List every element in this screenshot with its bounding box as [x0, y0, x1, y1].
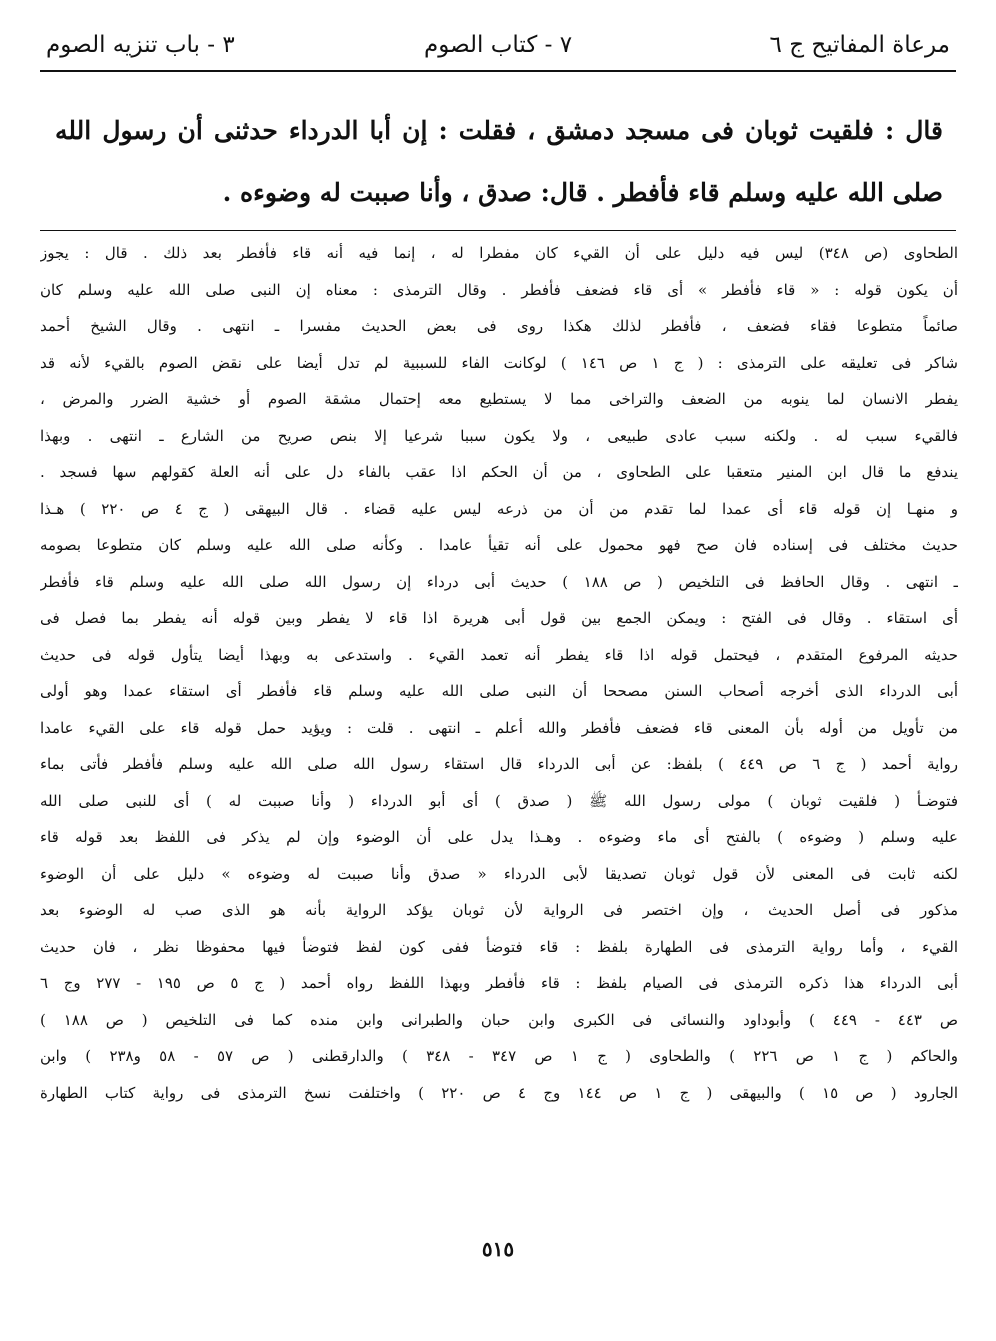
- commentary-line: و منهـا إن قوله قاء أى عمدا لما تقدم من أن من ذرعه ليس عليه قضاء . قال البيهقى ( ج ٤ ص ٢٢٠ ) هـذا: [40, 499, 958, 518]
- commentary-line: ص ٤٤٣ - ٤٤٩ ) وأبوداود والنسائى فى الكبرى وابن حبان والطبرانى وابن منده كما فى التلخيص ( ص ١٨٨ ): [40, 1010, 958, 1029]
- commentary-line: فتوضـأ ( فلقيت ثوبان ) مولى رسول الله ﷺ ( صدق ) أى أبو الدرداء ( وأنا صببت له ) أى للنبى صلى الله: [40, 791, 958, 810]
- commentary-line: مذكور فى أصل الحديث ، وإن اختصر فى الرواية لأن ثوبان يؤكد الرواية بأنه هو الذى صب له الوضوء بعد: [40, 901, 958, 919]
- commentary-line: أبى الدرداء هذا ذكره الترمذى فى الصيام بلفظ : قاء فأفطر وبهذا اللفظ رواه أحمد ( ج ٥ ص ١٩٥ - ٢٧٧ وج ٦: [40, 974, 958, 992]
- commentary-line: رواية أحمد ( ج ٦ ص ٤٤٩ ) بلفظ: عن أبى الدرداء قال استقاء رسول الله صلى الله عليه وسلم فأفطر فأتى بماء: [40, 755, 958, 773]
- commentary-line: الجارود ( ص ١٥ ) والبيهقى ( ج ١ ص ١٤٤ وج ٤ ص ٢٢٠ ) واختلفت نسخ الترمذى فى رواية كتاب الطهارة: [40, 1083, 958, 1102]
- commentary-line: أبى الدرداء الذى أخرجه أصحاب السنن مصححا أن النبى صلى الله عليه وسلم قاء فأفطر أى استقاء عمدا وهو أولى: [40, 682, 958, 700]
- header-section: ٣ - باب تنزيه الصوم: [46, 32, 235, 58]
- page-number: ٥١٥: [481, 1237, 515, 1261]
- commentary-block: [40, 235, 958, 1111]
- commentary-line: يفطر الانسان لما ينوبه من الضعف والتراخى مما لا يستطيع معه إحتمال مشقة الصوم أو خشية الضرر والمرض ،: [40, 390, 958, 408]
- commentary-line: القيء ، وأما رواية الترمذى فى الطهارة بلفظ : قاء فتوضأ ففى كون لفظ فتوضأ فيها محفوظا نظر ، فان حديث: [40, 937, 958, 956]
- header-book-title: مرعاة المفاتيح ج ٦: [769, 32, 950, 58]
- hadith-text: قال : فلقيت ثوبان فى مسجد دمشق ، فقلت : إن أبا الدرداء حدثنى أن رسول الله صلى الله عليه وسلم قاء فأفطر . قال: صدق ، وأنا صببت له وضوءه .: [55, 116, 943, 207]
- commentary-line: أن يكون قوله : « قاء فأفطر » أى قاء فضعف فأفطر . وقال الترمذى : معناه إن النبى صلى الله عليه وسلم كان: [40, 280, 958, 299]
- commentary-line: لكنه ثابت فى المعنى لأن قول ثوبان تصديقا لأبى الدرداء « صدق وأنا صببت له وضوءه » دليل على أن الوضوء: [40, 864, 958, 883]
- commentary-line: عليه وسلم ( وضوءه ) بالفتح أى ماء وضوءه . وهـذا يدل على أن الوضوء وإن لم يذكر فى اللفظ بعد قوله قاء: [40, 828, 958, 846]
- commentary-line: حديث مختلف فى إسناده فان صح فهو محمول على أنه تقيأ عامدا . وكأنه صلى الله عليه وسلم كان متطوعا بصومه: [40, 536, 958, 554]
- commentary-line: شاكر فى تعليقه على الترمذى : ( ج ١ ص ١٤٦ ) لوكانت الفاء للسببية لم تدل أيضا على نقض الصوم بالقيء لأنه قد: [40, 353, 958, 372]
- commentary-line: حديثه المرفوع المتقدم ، فيحتمل قوله اذا قاء يفطر أنه تعمد القيء . واستدعى به وبهذا أيضا يتأول قوله فى حديث: [40, 645, 958, 664]
- commentary-line: فالقيء سبب له . ولكنه سبب عادى طبيعى ، ولا يكون سببا شرعيا إلا بنص صريح من الشارع ـ انتهى . وبهذا: [40, 426, 958, 445]
- commentary-line: أى استقاء . وقال فى الفتح : ويمكن الجمع بين قول أبى هريرة اذا قاء لا يفطر وبين قوله أنه يفطر بما فصل فى: [40, 609, 958, 627]
- running-header: [40, 22, 956, 72]
- commentary-line: صائماً متطوعا فقاء فضعف ، فأفطر لذلك هكذا روى فى بعض الحديث مفسرا ـ انتهى . وقال الشيخ أحمد: [40, 317, 958, 335]
- commentary-line: يندفع ما قال ابن المنير متعقبا على الطحاوى ، من أن الحكم اذا عقب بالفاء دل على أنه العلة كقولهم سها فسجد .: [40, 463, 958, 481]
- commentary-line: ـ انتهى . وقال الحافظ فى التلخيص ( ص ١٨٨ ) حديث أبى درداء إن رسول الله صلى الله عليه وسلم قاء فأفطر: [40, 572, 958, 591]
- commentary-line: من تأويل من أوله بأن المعنى قاء فضعف فأفطر والله أعلم ـ انتهى . قلت : ويؤيد حمل قوله قاء على القيء عامدا: [40, 718, 958, 737]
- divider-line: [40, 230, 956, 231]
- header-chapter: ٧ - كتاب الصوم: [423, 32, 573, 58]
- commentary-line: والحاكم ( ج ١ ص ٢٢٦ ) والطحاوى ( ج ١ ص ٣٤٧ - ٣٤٨ ) والدارقطنى ( ص ٥٧ - ٥٨ و٢٣٨ ) وابن: [40, 1047, 958, 1065]
- commentary-line: الطحاوى (ص ٣٤٨) ليس فيه دليل على أن القيء كان مفطرا له ، إنما فيه أنه قاء فأفطر بعد ذلك . قال : يجوز: [40, 244, 958, 262]
